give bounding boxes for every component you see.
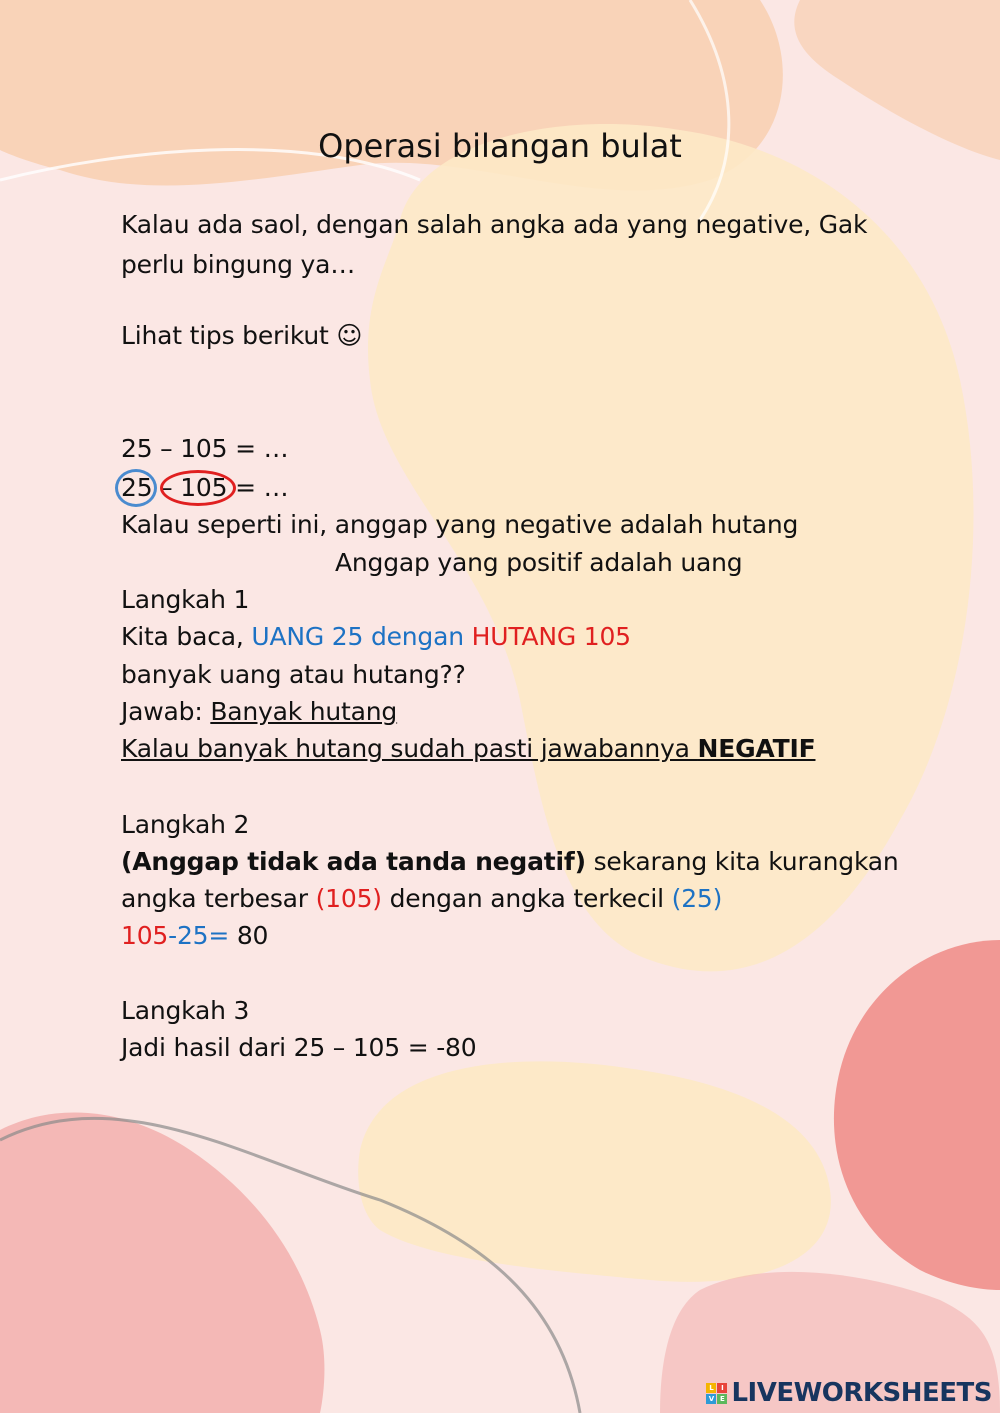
step-2-bold: (Anggap tidak ada tanda negatif) xyxy=(121,847,586,876)
step-1-conclusion-text: Kalau banyak hutang sudah pasti jawabannya xyxy=(121,734,698,763)
step-2-line-2 xyxy=(121,882,722,916)
step-1-read xyxy=(121,620,631,654)
step-2-text-2c: dengan angka terkecil xyxy=(381,884,672,913)
tips-line: Lihat tips berikut ☺ xyxy=(121,321,363,350)
negative-note: Kalau seperti ini, anggap yang negative adalah hutang xyxy=(121,510,799,539)
intro-line-2: perlu bingung ya… xyxy=(121,250,356,279)
equation-2-positive: 25 xyxy=(121,473,153,502)
step-2-calc-blue: -25= xyxy=(168,921,230,950)
liveworksheets-watermark xyxy=(706,1378,992,1408)
step-3-result: Jadi hasil dari 25 – 105 = -80 xyxy=(121,1033,477,1062)
blue-circle-annotation xyxy=(115,469,157,507)
step-2-text-2d: (25) xyxy=(671,884,723,913)
equation-2-rest: = … xyxy=(227,473,289,502)
step-3-heading: Langkah 3 xyxy=(121,996,250,1025)
step-1-hutang: HUTANG 105 xyxy=(471,622,631,651)
step-2-text-2b: (105) xyxy=(315,884,382,913)
step-2-calc-result: 80 xyxy=(229,921,269,950)
watermark-text: LIVEWORKSHEETS xyxy=(731,1378,992,1408)
positive-note: Anggap yang positif adalah uang xyxy=(335,548,743,577)
equation-1: 25 – 105 = … xyxy=(121,434,289,463)
step-1-answer-value: Banyak hutang xyxy=(210,697,398,726)
step-2-line-1 xyxy=(121,845,899,879)
step-1-answer xyxy=(121,695,397,729)
step-2-text-1: sekarang kita kurangkan xyxy=(585,847,899,876)
step-1-uang: UANG 25 dengan xyxy=(251,622,472,651)
logo-letter-i: I xyxy=(717,1383,727,1393)
step-2-calc-red: 105 xyxy=(121,921,169,950)
step-1-conclusion-bold: NEGATIF xyxy=(697,734,816,763)
red-circle-annotation xyxy=(160,470,236,506)
step-1-conclusion xyxy=(121,732,815,766)
step-1-read-prefix: Kita baca, xyxy=(121,622,252,651)
logo-letter-e: E xyxy=(717,1394,727,1404)
step-1-heading: Langkah 1 xyxy=(121,585,250,614)
page-title: Operasi bilangan bulat xyxy=(318,127,682,165)
logo-letter-l: L xyxy=(706,1383,716,1393)
logo-letter-v: V xyxy=(706,1394,716,1404)
liveworksheets-logo-icon xyxy=(706,1383,727,1404)
equation-2-negative: – 105 xyxy=(152,473,228,502)
step-2-heading: Langkah 2 xyxy=(121,810,250,839)
intro-line-1: Kalau ada saol, dengan salah angka ada yang negative, Gak xyxy=(121,210,868,239)
step-1-answer-label: Jawab: xyxy=(121,697,211,726)
step-1-question: banyak uang atau hutang?? xyxy=(121,660,466,689)
step-2-calculation xyxy=(121,919,268,953)
step-2-text-2a: angka terbesar xyxy=(121,884,316,913)
